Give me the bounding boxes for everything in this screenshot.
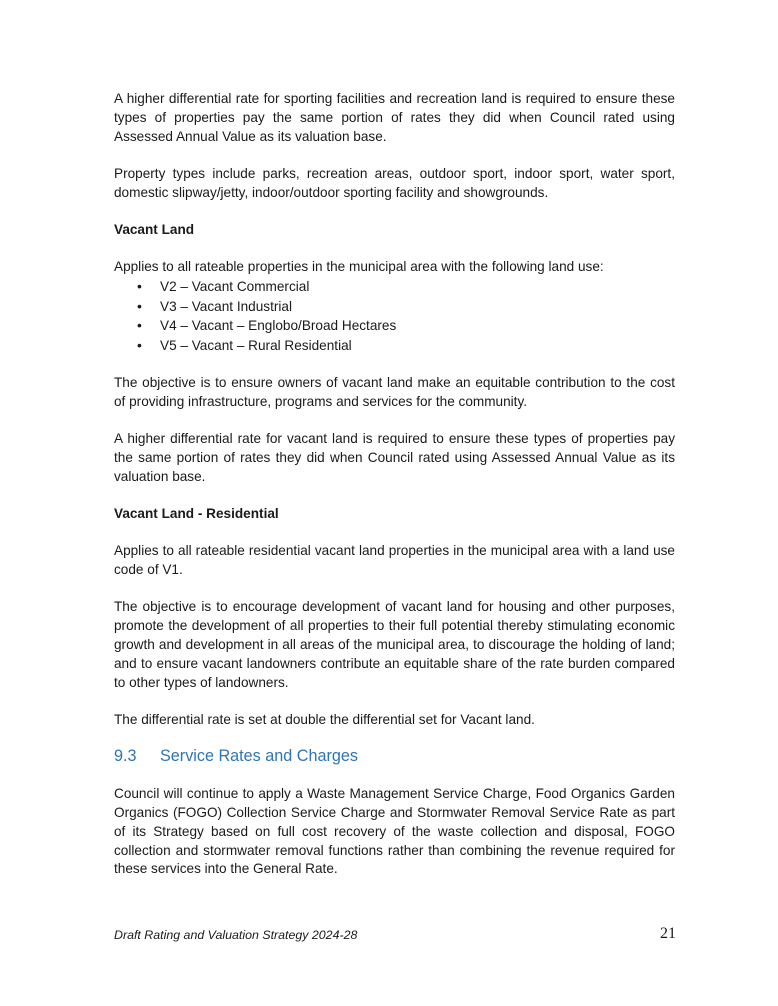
list-item: • V4 – Vacant – Englobo/Broad Hectares: [114, 316, 675, 336]
paragraph-service-rates: Council will continue to apply a Waste Management Service Charge, Food Organics Garden Organics (FOGO) Collection Service Charge and Stormwater Removal Service Rate as part of its Strategy based on full cost recovery of the waste collection and disposal, FOGO collection and stormwater removal functions rather than combining the revenue required for these services into the General Rate.: [114, 786, 675, 877]
heading-vacant-land-residential: Vacant Land - Residential: [114, 505, 279, 521]
paragraph-vacant-land-intro: Applies to all rateable properties in the municipal area with the following land use:: [114, 259, 604, 275]
section-heading-9-3: [114, 745, 675, 767]
paragraph-vacant-land-rate: A higher differential rate for vacant land is required to ensure these types of properties pay the same portion of rates they did when Council rated using Assessed Annual Value as its valuation base.: [114, 431, 675, 484]
paragraph-vacant-land-objective: The objective is to ensure owners of vacant land make an equitable contribution to the cost of providing infrastructure, programs and services for the community.: [114, 374, 675, 409]
footer-document-title: Draft Rating and Valuation Strategy 2024-28: [114, 928, 358, 942]
section-number: 9.3: [114, 746, 137, 765]
paragraph-vacant-residential-rate: The differential rate is set at double the differential set for Vacant land.: [114, 711, 535, 727]
land-use-list: [114, 277, 675, 355]
section-title: Service Rates and Charges: [160, 746, 358, 765]
list-item: • V2 – Vacant Commercial: [114, 277, 675, 297]
list-item: • V5 – Vacant – Rural Residential: [114, 336, 675, 356]
footer-page-number: 21: [660, 925, 676, 942]
heading-vacant-land: Vacant Land: [114, 221, 195, 237]
paragraph-vacant-residential-intro: Applies to all rateable residential vacant land properties in the municipal area with a land use code of V1.: [114, 543, 675, 578]
paragraph-sporting-rate: A higher differential rate for sporting facilities and recreation land is required to ensure these types of properties pay the same portion of rates they did when Council rated using Assessed Annual Value as its valuation base.: [114, 91, 675, 144]
list-item: • V3 – Vacant Industrial: [114, 297, 675, 317]
paragraph-vacant-residential-objective: The objective is to encourage development of vacant land for housing and other purposes, promote the development of all properties to their full potential thereby stimulating economic growth and development in all areas of the municipal area, to discourage the holding of land; and to ensure vacant landowners contribute an equitable share of the rate burden compared to other types of landowners.: [114, 599, 675, 690]
paragraph-property-types: Property types include parks, recreation areas, outdoor sport, indoor sport, water sport, domestic slipway/jetty, indoor/outdoor sporting facility and showgrounds.: [114, 165, 675, 200]
